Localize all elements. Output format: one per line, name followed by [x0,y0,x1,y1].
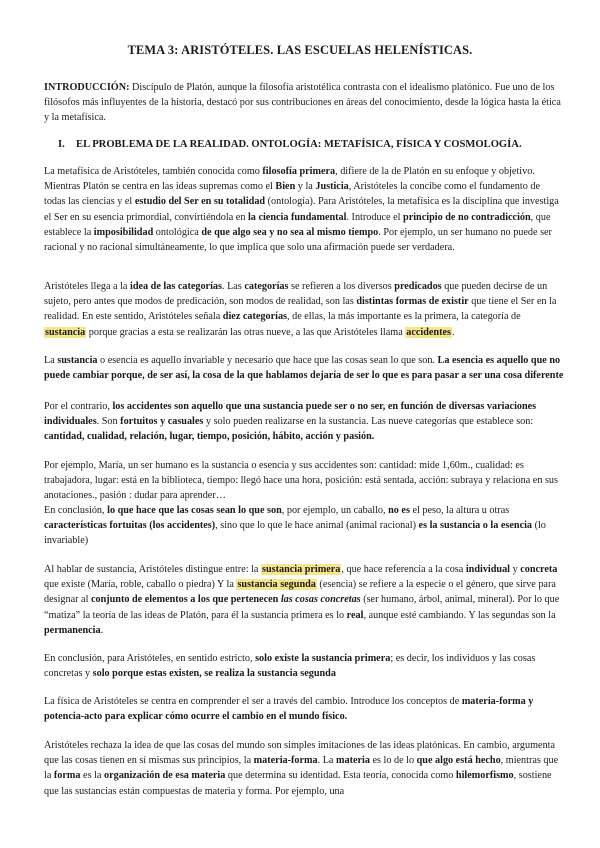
paragraph-example-maria: Por ejemplo, María, un ser humano es la sustancia o esencia y sus accidentes son: cantidad: mide 1,60m., cualidad: es trabajadora, lugar: está en la biblioteca, tiempo: llegó hace una hora, posición: está sentada, acción: subraya y relaciona en sus anotaciones., pasión : dudar para aprender… [44,460,558,502]
highlight-accidentes: accidentes [406,326,451,338]
intro-label: INTRODUCCIÓN: [44,82,130,93]
page-title: TEMA 3: ARISTÓTELES. LAS ESCUELAS HELENÍSTICAS. [127,43,473,57]
highlight-sustancia-segunda: sustancia segunda [237,579,316,591]
paragraph-metaphysics: La metafísica de Aristóteles, también conocida como filosofía primera, difiere de la de Platón en su enfoque y objetivo. Mientras Platón se centra en las ideas supremas como el Bien y la Justicia, Aristóteles la concibe como el fundamento de todas las ciencias y el estudio del Ser en su totalidad (ontología). Para Aristóteles, la metafísica es la disciplina que investiga el Ser en su esencia primordial, convirtiéndola en la ciencia fundamental. Introduce el principio de no contradicción, que establece la imposibilidad ontológica de que algo sea y no sea al mismo tiempo. Por ejemplo, un ser humano no puede ser racional y no racional simultáneamente, lo que implica que solo una afirmación puede ser verdadera. [44,166,559,254]
paragraph-conclusion-1: En conclusión, lo que hace que las cosas sean lo que son, por ejemplo, un caballo, no es el peso, la altura u otras características fortuitas (los accidentes), sino que lo que le hace animal (animal racional) es la sustancia o la esencia (lo invariable) [44,505,546,547]
highlight-sustancia: sustancia [45,326,86,338]
section-number: I. [58,139,65,150]
paragraph-conclusion-2: En conclusión, para Aristóteles, en sentido estricto, solo existe la sustancia primera; es decir, los individuos y las cosas concretas y solo porque estas existen, se realiza la sustancia segunda [44,653,536,680]
section-title: EL PROBLEMA DE LA REALIDAD. ONTOLOGÍA: METAFÍSICA, FÍSICA Y COSMOLOGÍA. [76,139,522,150]
highlight-sustancia-primera: sustancia primera [262,564,341,575]
paragraph-substance: La sustancia o esencia es aquello invariable y necesario que hace que las cosas sean lo que son. La esencia es aquello que no puede cambiar porque, de ser así, la cosa de la que hablamos dejaría de ser lo que es para pasar a ser una cosa diferente [44,355,564,382]
paragraph-categories: Aristóteles llega a la idea de las categorías. Las categorías se refieren a los diversos predicados que pueden decirse de un sujeto, pero antes que modos de predicación, son modos de realidad, son las distintas formas de existir que tiene el Ser en la realidad. En este sentido, Aristóteles señala diez categorías, de ellas, la más importante es la primera, la categoría de sustancia porque gracias a esta se realizarán las otras nueve, a las que Aristóteles llama accidentes. [44,281,557,338]
section-heading [58,139,578,150]
paragraph-accidents: Por el contrario, los accidentes son aquello que una sustancia puede ser o no ser, en función de diversas variaciones individuales. Son fortuitos y casuales y solo pueden realizarse en la sustancia. Las nueve categorías que establece son: cantidad, cualidad, relación, lugar, tiempo, posición, hábito, acción y pasión. [44,401,537,443]
paragraph-physics: La física de Aristóteles se centra en comprender el ser a través del cambio. Introduce los conceptos de materia-forma y potencia-acto para explicar cómo ocurre el cambio en el mundo físico. [44,696,534,723]
paragraph-hylomorphism: Aristóteles rechaza la idea de que las cosas del mundo son simples imitaciones de las ideas platónicas. En cambio, argumenta que las cosas tienen en sí mismas sus principios, la materia-forma. La materia es lo de lo que algo está hecho, mientras que la forma es la organización de esa materia que determina su identidad. Esta teoría, conocida como hilemorfismo, sostiene que las sustancias están compuestas de materia y forma. Por ejemplo, una [44,740,559,797]
intro-paragraph: INTRODUCCIÓN: Discípulo de Platón, aunque la filosofía aristotélica contrasta con el idealismo platónico. Fue uno de los filósofos más influyentes de la historia, destacó por sus contribuciones en áreas del conocimiento, desde la lógica hasta la ética y la metafísica. [44,82,561,124]
paragraph-first-second-substance: Al hablar de sustancia, Aristóteles distingue entre: la sustancia primera, que hace referencia a la cosa individual y concreta que existe (María, roble, caballo o piedra) Y la sustancia segunda (esencia) se refiere a la especie o el género, que sirve para designar al conjunto de elementos a los que pertenecen las cosas concretas (ser humano, árbol, animal, mineral). Por lo que “matiza” la teoría de las ideas de Platón, para él la sustancia primera es lo real, aunque esté cambiando. Y las segundas son la permanencia. [44,564,560,636]
